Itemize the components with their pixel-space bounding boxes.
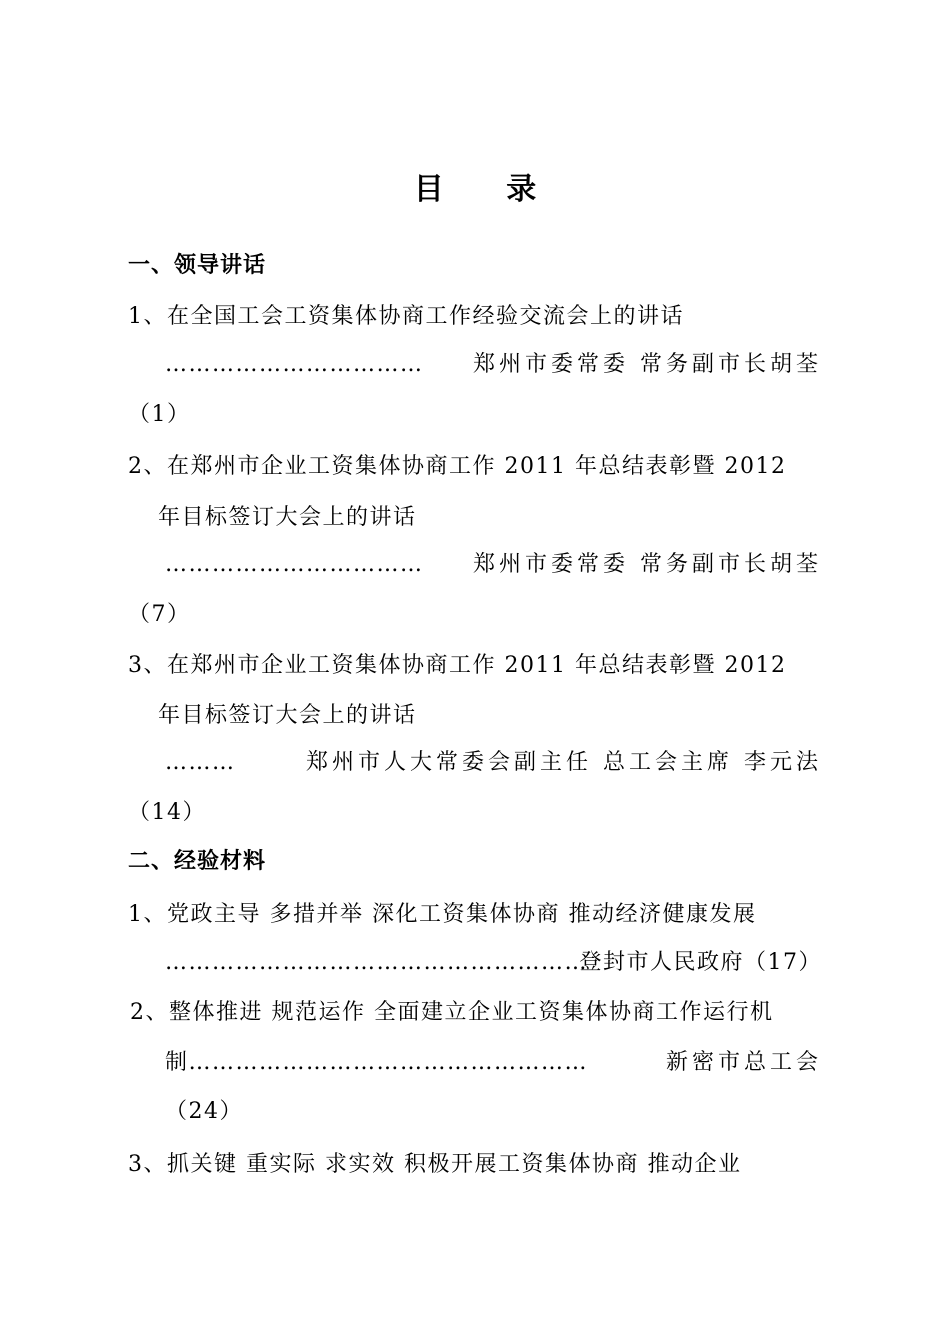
toc-entry-title: 1、党政主导 多措并举 深化工资集体协商 推动经济健康发展 (128, 902, 757, 927)
toc-entry-title-cont: 年目标签订大会上的讲话 (158, 703, 417, 728)
toc-entry-title: 1、在全国工会工资集体协商工作经验交流会上的讲话 (128, 304, 684, 329)
toc-entry-author: 登封市人民政府（17） (579, 950, 822, 975)
toc-entry-author: 郑州市委常委 常务副市长胡荃 (473, 552, 822, 577)
toc-dot-leader: …………………………… (165, 552, 424, 577)
toc-entry-author: 郑州市委常委 常务副市长胡荃 (473, 352, 822, 377)
toc-entry-author: 新密市总工会 (665, 1050, 822, 1075)
toc-entry-title-cont: 制…………………………………………… (165, 1050, 589, 1075)
toc-dot-leader: …………………………… (165, 352, 424, 377)
toc-entry-title: 2、整体推进 规范运作 全面建立企业工资集体协商工作运行机 (130, 1000, 774, 1025)
toc-entry-title: 2、在郑州市企业工资集体协商工作 2011 年总结表彰暨 2012 (128, 454, 787, 479)
toc-entry-title: 3、在郑州市企业工资集体协商工作 2011 年总结表彰暨 2012 (128, 653, 787, 678)
toc-entry-page: （1） (128, 402, 191, 427)
section-heading-leadership-speeches: 一、领导讲话 (128, 253, 267, 278)
toc-entry-author: 郑州市人大常委会副主任 总工会主席 李元法 (306, 750, 822, 775)
toc-entry-page: （24） (165, 1099, 243, 1124)
toc-entry-page: （14） (128, 800, 206, 825)
toc-entry-title: 3、抓关键 重实际 求实效 积极开展工资集体协商 推动企业 (128, 1152, 742, 1177)
toc-dot-leader: ……… (165, 750, 236, 775)
section-heading-experience-materials: 二、经验材料 (128, 849, 267, 874)
toc-entry-title-cont: 年目标签订大会上的讲话 (158, 505, 417, 530)
toc-dot-leader: ……………………………………………… (165, 950, 588, 975)
toc-entry-page: （7） (128, 602, 191, 627)
page-title: 目 录 (413, 172, 563, 207)
